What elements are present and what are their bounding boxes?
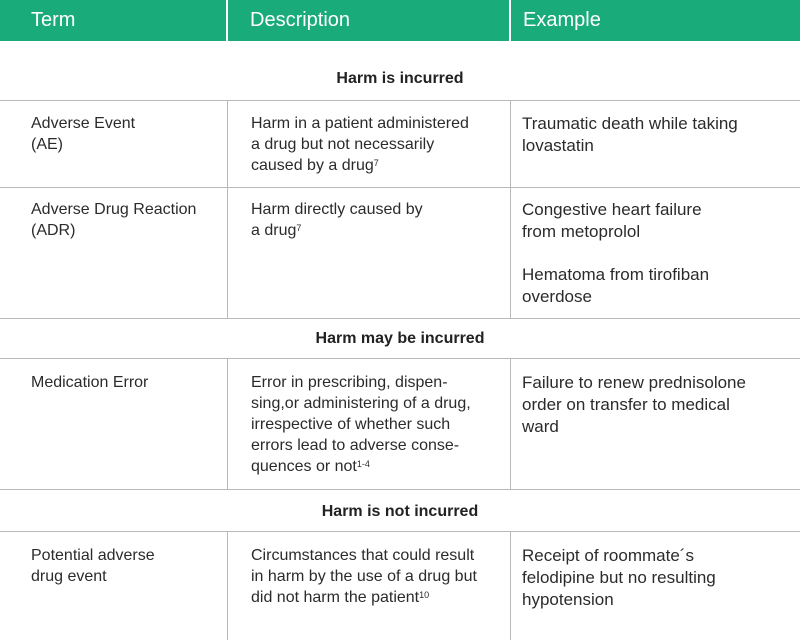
column-divider (510, 359, 511, 489)
column-divider (227, 359, 228, 489)
term-adverse-event: Adverse Event (AE) (31, 115, 136, 153)
row-divider (0, 358, 800, 359)
column-divider (510, 188, 511, 318)
example-adverse-event: Traumatic death while taking lovastatin (522, 114, 738, 155)
section-harm-incurred: Harm is incurred (336, 70, 464, 87)
example-potential-adverse-drug-event: Receipt of roommate´s felodipine but no resulting hypotension (522, 546, 716, 609)
section-harm-may-be-incurred: Harm may be incurred (315, 330, 485, 347)
header-divider (509, 0, 511, 41)
header-term: Term (31, 9, 76, 31)
example-adverse-drug-reaction-2: Hematoma from tirofiban overdose (522, 265, 710, 306)
description-adverse-event: Harm in a patient administered a drug but not necessarily caused by a drug$^7$ (251, 115, 469, 174)
column-divider (227, 101, 228, 187)
row-divider (0, 531, 800, 532)
reference-superscript: 7 (296, 223, 302, 233)
header-divider (226, 0, 228, 41)
term-adverse-drug-reaction: Adverse Drug Reaction (ADR) (31, 201, 197, 239)
column-divider (227, 188, 228, 318)
description-potential-adverse-drug-event: Circumstances that could result in harm by the use of a drug but did not harm the patient$^{10}$ (251, 547, 477, 606)
row-divider (0, 100, 800, 101)
column-divider (227, 532, 228, 640)
description-medication-error: Error in prescribing, dispen- sing,or administering of a drug, irrespective of whether such errors lead to adverse conse- quences or not$^{1-4}$ (251, 374, 471, 475)
example-adverse-drug-reaction: Congestive heart failure from metoprolol (522, 200, 702, 241)
row-divider (0, 187, 800, 188)
header-description: Description (250, 9, 351, 31)
column-divider (510, 532, 511, 640)
reference-superscript: 10 (419, 590, 430, 600)
column-divider (510, 101, 511, 187)
term-medication-error: Medication Error (31, 374, 149, 391)
term-potential-adverse-drug-event: Potential adverse drug event (31, 547, 155, 585)
row-divider (0, 318, 800, 319)
example-medication-error: Failure to renew prednisolone order on transfer to medical ward (522, 373, 746, 436)
row-divider (0, 489, 800, 490)
reference-superscript: 1-4 (356, 459, 370, 469)
table-header (0, 0, 800, 41)
reference-superscript: 7 (373, 158, 379, 168)
section-harm-not-incurred: Harm is not incurred (321, 503, 479, 520)
header-example: Example (523, 9, 601, 31)
description-adverse-drug-reaction: Harm directly caused by a drug$^7$ (251, 201, 423, 239)
